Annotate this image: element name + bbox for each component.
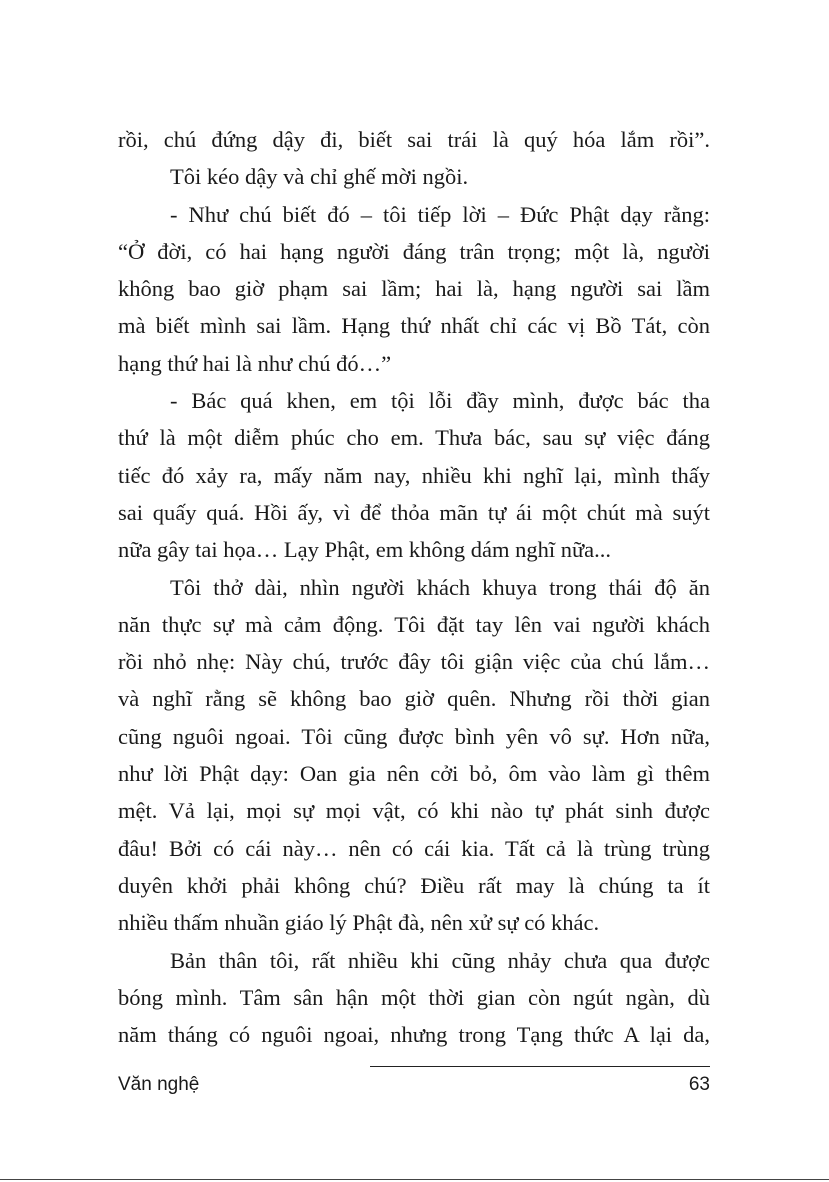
text-line: tiếc đó xảy ra, mấy năm nay, nhiều khi nghĩ lại, mình thấy xyxy=(118,462,710,488)
text-line: hạng thứ hai là như chú đó…” xyxy=(118,350,392,376)
text-line: mà biết mình sai lầm. Hạng thứ nhất chỉ các vị Bồ Tát, còn xyxy=(118,313,710,339)
text-line: rồi nhỏ nhẹ: Này chú, trước đây tôi giận việc của chú lắm… xyxy=(118,649,710,675)
text-line: nữa gây tai họa… Lạy Phật, em không dám nghĩ nữa... xyxy=(118,537,612,563)
text-line: Bản thân tôi, rất nhiều khi cũng nhảy chưa qua được xyxy=(170,947,710,973)
text-line: năn thực sự mà cảm động. Tôi đặt tay lên vai người khách xyxy=(118,611,710,637)
text-line: không bao giờ phạm sai lầm; hai là, hạng người sai lầm xyxy=(118,276,710,302)
text-line: duyên khởi phải không chú? Điều rất may là chúng ta ít xyxy=(118,872,710,898)
text-line: - Như chú biết đó – tôi tiếp lời – Đức Phật dạy rằng: xyxy=(170,201,710,227)
text-line: rồi, chú đứng dậy đi, biết sai trái là quý hóa lắm rồi”. xyxy=(118,127,710,152)
text-line: sai quấy quá. Hồi ấy, vì để thỏa mãn tự ái một chút mà suýt xyxy=(118,499,710,525)
text-line: mệt. Vả lại, mọi sự mọi vật, có khi nào tự phát sinh được xyxy=(118,798,710,824)
text-line: thứ là một diễm phúc cho em. Thưa bác, sau sự việc đáng xyxy=(118,425,710,451)
text-line: nhiều thấm nhuần giáo lý Phật đà, nên xử sự có khác. xyxy=(118,910,600,936)
text-line: như lời Phật dạy: Oan gia nên cởi bỏ, ôm vào làm gì thêm xyxy=(118,761,710,787)
text-line: cũng nguôi ngoai. Tôi cũng được bình yên vô sự. Hơn nữa, xyxy=(118,723,710,749)
page-number: 63 xyxy=(688,1074,710,1095)
page-edge-line xyxy=(0,1179,829,1180)
text-line: - Bác quá khen, em tội lỗi đầy mình, được bác tha xyxy=(170,388,710,414)
body-text xyxy=(118,121,710,1053)
text-line: đâu! Bởi có cái này… nên có cái kia. Tất cả là trùng trùng xyxy=(118,835,710,861)
text-line: và nghĩ rằng sẽ không bao giờ quên. Nhưng rồi thời gian xyxy=(118,686,710,712)
text-line: Tôi kéo dậy và chỉ ghế mời ngồi. xyxy=(170,164,469,190)
footer-divider xyxy=(370,1066,710,1067)
text-line: bóng mình. Tâm sân hận một thời gian còn ngút ngàn, dù xyxy=(118,984,710,1010)
text-line: năm tháng có nguôi ngoai, nhưng trong Tạng thức A lại da, xyxy=(118,1022,710,1048)
text-line: “Ở đời, có hai hạng người đáng trân trọng; một là, người xyxy=(118,238,710,264)
text-line: Tôi thở dài, nhìn người khách khuya trong thái độ ăn xyxy=(170,574,710,600)
footer-section-label: Văn nghệ xyxy=(118,1074,200,1095)
